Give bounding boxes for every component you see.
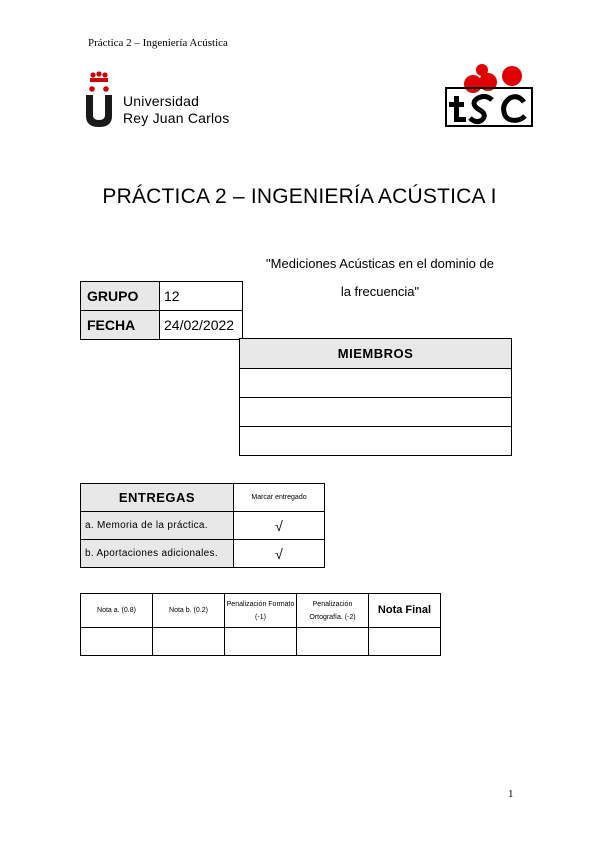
nota-a-value xyxy=(81,628,153,656)
page-number: 1 xyxy=(508,788,514,800)
penalizacion-formato-value xyxy=(225,628,297,656)
grupo-label: GRUPO xyxy=(81,282,160,311)
fecha-value: 24/02/2022 xyxy=(160,311,243,340)
grupo-row xyxy=(81,282,243,311)
miembros-table xyxy=(239,338,512,456)
entrega-item-label: a. Memoria de la práctica. xyxy=(81,512,234,540)
nota-a-header: Nota a. (0.8) xyxy=(81,594,153,628)
notas-values-row xyxy=(81,628,441,656)
miembros-header: MIEMBROS xyxy=(240,339,512,369)
miembro-row-2 xyxy=(240,398,512,427)
marcar-entregado-header: Marcar entregado xyxy=(234,484,325,512)
group-info-table xyxy=(80,281,243,340)
nota-b-value xyxy=(153,628,225,656)
entrega-check-mark: √ xyxy=(234,512,325,540)
notas-table xyxy=(80,593,441,656)
entregas-table xyxy=(80,483,325,568)
nota-final-value xyxy=(369,628,441,656)
entregas-header: ENTREGAS xyxy=(81,484,234,512)
entrega-item-label: b. Aportaciones adicionales. xyxy=(81,540,234,568)
urjc-name-line2: Rey Juan Carlos xyxy=(123,110,230,126)
entrega-check-mark: √ xyxy=(234,540,325,568)
tsc-logo-icon xyxy=(440,60,535,130)
nota-final-header: Nota Final xyxy=(369,594,441,628)
subtitle-line1: "Mediciones Acústicas en el dominio de xyxy=(266,256,494,271)
penalizacion-formato-header: Penalización Formato (-1) xyxy=(225,594,297,628)
miembro-row-1 xyxy=(240,369,512,398)
subtitle-line2: la frecuencia" xyxy=(340,284,420,299)
miembro-row-3 xyxy=(240,427,512,456)
penalizacion-ortografia-value xyxy=(297,628,369,656)
fecha-label: FECHA xyxy=(81,311,160,340)
document-title: PRÁCTICA 2 – INGENIERÍA ACÚSTICA I xyxy=(102,185,497,208)
urjc-name-line1: Universidad xyxy=(123,93,200,109)
entrega-row xyxy=(81,540,325,568)
nota-b-header: Nota b. (0.2) xyxy=(153,594,225,628)
entrega-row xyxy=(81,512,325,540)
penalizacion-ortografia-header: Penalización Ortografía. (-2) xyxy=(297,594,369,628)
fecha-row xyxy=(81,311,243,340)
running-header: Práctica 2 – Ingeniería Acústica xyxy=(88,37,228,49)
grupo-value: 12 xyxy=(160,282,243,311)
